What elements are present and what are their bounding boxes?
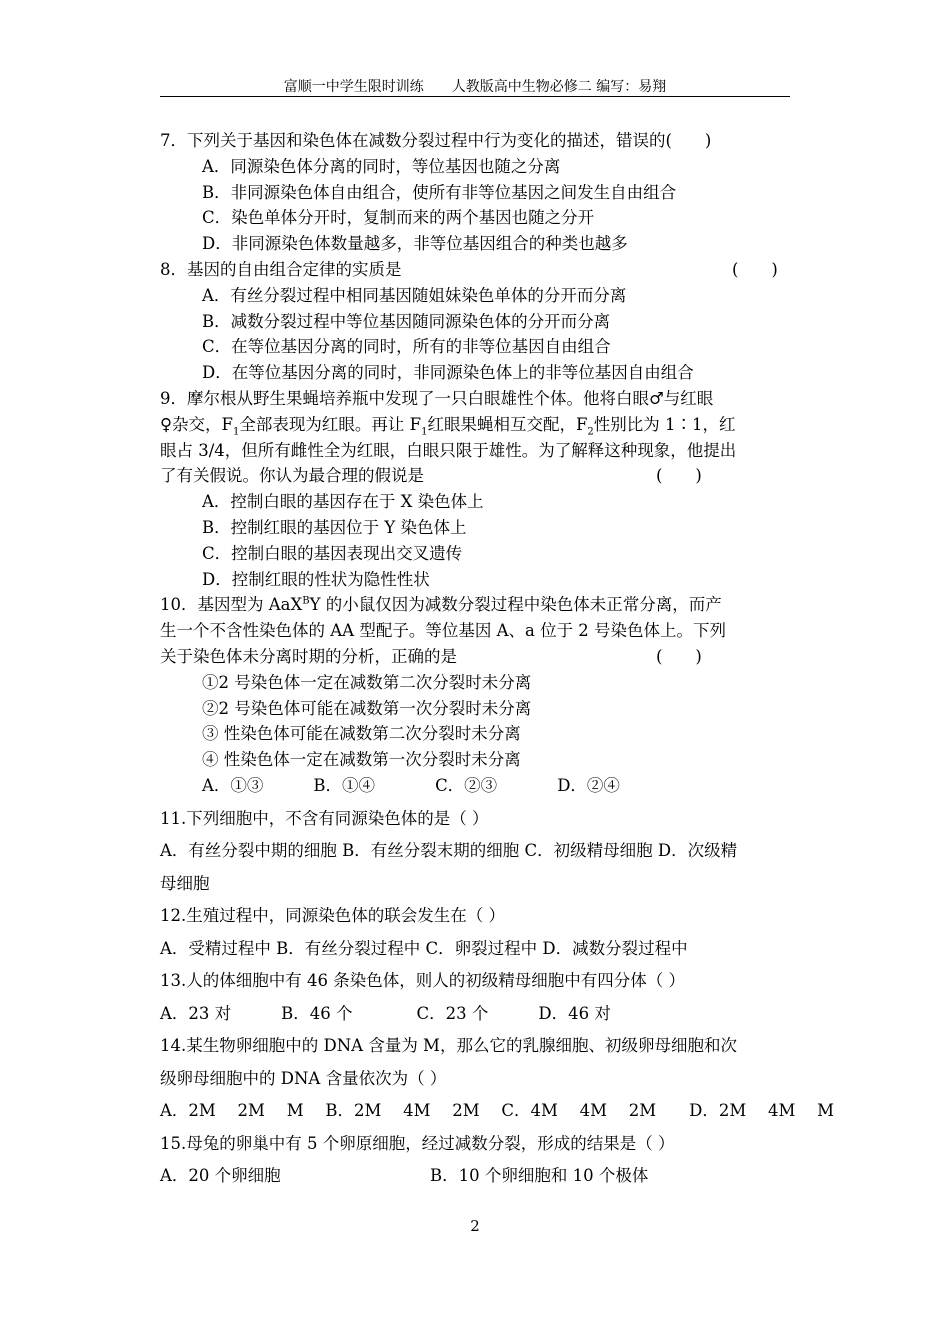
page-number: 2: [470, 1217, 480, 1235]
q8-option-c: C．在等位基因分离的同时，所有的非等位基因自由组合: [202, 337, 611, 357]
q10-answer-paren: ( ): [656, 646, 702, 666]
q10-line-2: 生一个不含性染色体的 AA 型配子。等位基因 A、a 位于 2 号染色体上。下列: [160, 621, 727, 641]
q10-item-3: ③ 性染色体可能在减数第二次分裂时未分离: [202, 724, 521, 744]
q12-stem: 12.生殖过程中，同源染色体的联会发生在（ ）: [160, 906, 505, 926]
q14-line-2: 级卵母细胞中的 DNA 含量依次为（ ）: [160, 1068, 447, 1088]
q9-line-4: [160, 463, 792, 489]
q9-line-2: ♀杂交，$F_1$全部表现为红眼。再让 $F_1$红眼果蝇相互交配，$F_2$性别比为 1∶1，红: [160, 414, 736, 438]
q9-option-c: C．控制白眼的基因表现出交叉遗传: [202, 543, 463, 563]
q11-options-line-2: 母细胞: [160, 873, 210, 893]
q7-stem: 7．下列关于基因和染色体在减数分裂过程中行为变化的描述，错误的( ): [160, 131, 712, 150]
q9-option-a: A．控制白眼的基因存在于 X 染色体上: [202, 492, 484, 512]
q13-option-d: D．46 对: [538, 1003, 611, 1023]
q10-line-3: [160, 644, 792, 670]
q15-option-b: B．10 个卵细胞和 10 个极体: [430, 1166, 649, 1186]
q13-stem: 13.人的体细胞中有 46 条染色体，则人的初级精母细胞中有四分体（ ）: [160, 971, 685, 991]
q8-option-a: A．有丝分裂过程中相同基因随姐妹染色单体的分开而分离: [202, 285, 627, 305]
q10-item-2: ②2 号染色体可能在减数第一次分裂时未分离: [202, 698, 532, 718]
q10-item-1: ①2 号染色体一定在减数第二次分裂时未分离: [202, 672, 532, 692]
q8-option-b: B．减数分裂过程中等位基因随同源染色体的分开而分离: [202, 311, 611, 331]
q7-option-a: A．同源染色体分离的同时，等位基因也随之分离: [202, 156, 561, 176]
q8-stem: 8．基因的自由组合定律的实质是: [160, 259, 402, 279]
q10-line-1: 10．基因型为 AaX$^B$Y 的小鼠仅因为减数分裂过程中染色体未正常分离，而产: [160, 595, 722, 615]
q10-stem-end: 关于染色体未分离时期的分析，正确的是: [160, 646, 457, 666]
q7-option-d: D．非同源染色体数量越多，非等位基因组合的种类也越多: [202, 234, 628, 254]
q10-options: [160, 773, 792, 799]
q10-item-4: ④ 性染色体一定在减数第一次分裂时未分离: [202, 750, 521, 770]
page-header: 富顺一中学生限时训练 人教版高中生物必修二 编写：易翔: [283, 79, 667, 95]
q15-stem: 15.母兔的卵巢中有 5 个卵原细胞，经过减数分裂，形成的结果是（ ）: [160, 1133, 675, 1153]
q8-stem-line: [160, 257, 792, 283]
header-rule: [160, 96, 790, 97]
q13-option-a: A．23 对: [160, 1003, 232, 1023]
q10-option-a: A．①③: [202, 775, 264, 795]
question-content: [160, 128, 835, 1193]
q8-option-d: D．在等位基因分离的同时，非同源染色体上的非等位基因自由组合: [202, 363, 694, 383]
q10-option-c: C．②③: [435, 775, 498, 795]
q7-option-c: C．染色单体分开时，复制而来的两个基因也随之分开: [202, 208, 595, 228]
q15-option-a: A．20 个卵细胞: [160, 1166, 281, 1186]
q10-option-d: D．②④: [557, 775, 620, 795]
q7-option-b: B．非同源染色体自由组合，使所有非等位基因之间发生自由组合: [202, 182, 677, 202]
q13-option-c: C．23 个: [416, 1003, 489, 1023]
q9-line-3: 眼占 3/4，但所有雌性全为红眼，白眼只限于雄性。为了解释这种现象，他提出: [160, 440, 737, 460]
q14-options: A．2M 2M M B．2M 4M 2M C．4M 4M 2M D．2M 4M M: [160, 1101, 835, 1121]
q8-answer-paren: ( ): [732, 259, 778, 279]
q11-options-line-1: A．有丝分裂中期的细胞 B．有丝分裂末期的细胞 C．初级精母细胞 D．次级精: [160, 841, 738, 861]
q9-option-b: B．控制红眼的基因位于 Y 染色体上: [202, 517, 467, 537]
q9-option-d: D．控制红眼的性状为隐性性状: [202, 569, 430, 589]
q9-answer-paren: ( ): [656, 466, 702, 486]
q12-options: A．受精过程中 B．有丝分裂过程中 C．卵裂过程中 D．减数分裂过程中: [160, 938, 688, 958]
q14-line-1: 14.某生物卵细胞中的 DNA 含量为 M，那么它的乳腺细胞、初级卵母细胞和次: [160, 1036, 737, 1056]
q9-line-1: 9．摩尔根从野生果蝇培养瓶中发现了一只白眼雄性个体。他将白眼♂与红眼: [160, 388, 714, 408]
q11-stem: 11.下列细胞中，不含有同源染色体的是（ ）: [160, 808, 489, 828]
q13-option-b: B．46 个: [281, 1003, 353, 1023]
q9-stem-end: 了有关假说。你认为最合理的假说是: [160, 466, 424, 486]
q10-option-b: B．①④: [313, 775, 376, 795]
q13-options: [160, 998, 792, 1031]
q15-options: [160, 1160, 792, 1193]
